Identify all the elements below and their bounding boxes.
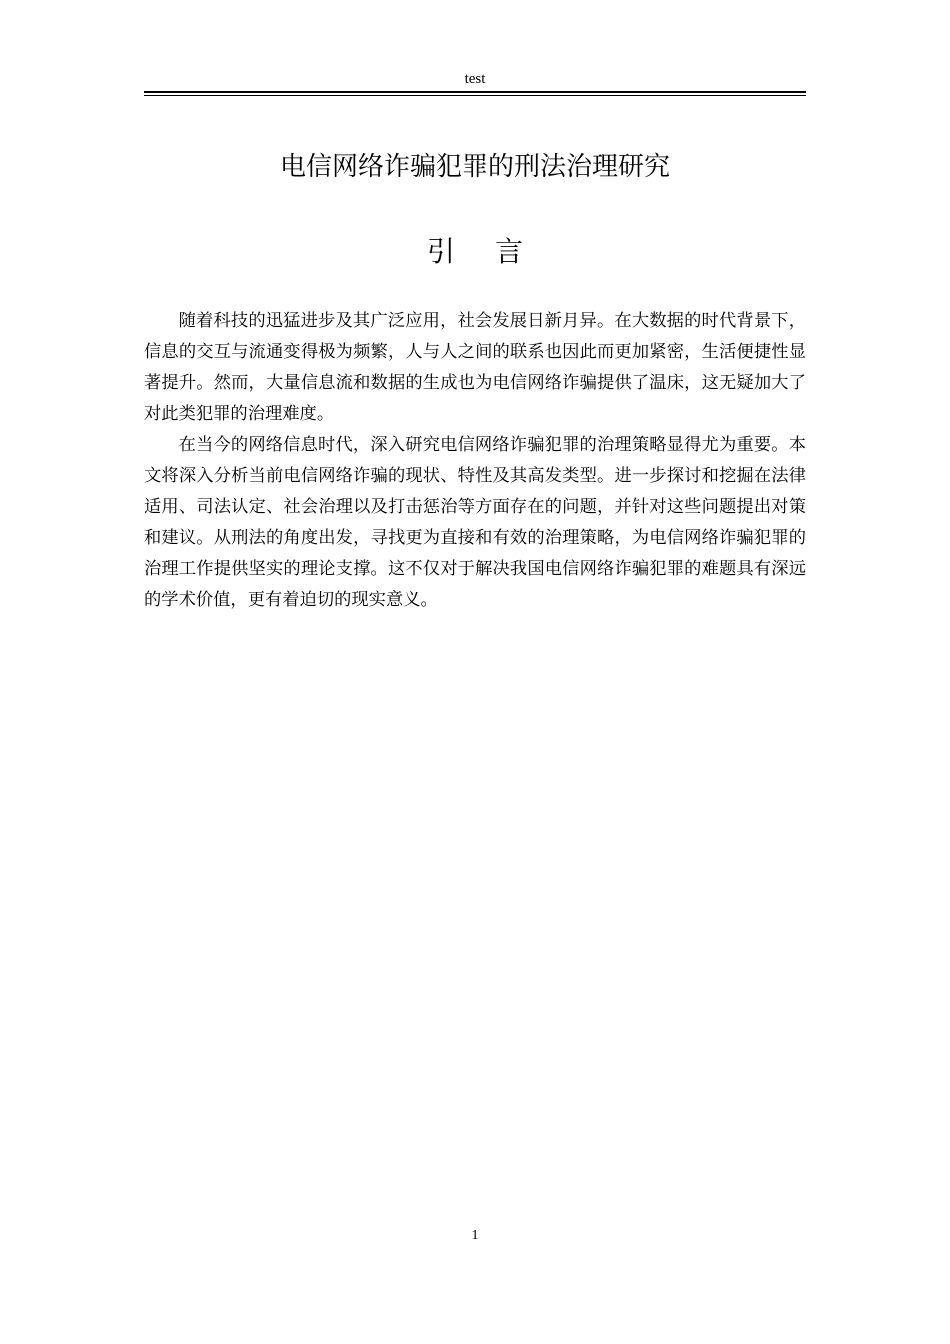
section-heading: 引言 bbox=[426, 235, 563, 268]
paragraph: 随着科技的迅猛进步及其广泛应用，社会发展日新月异。在大数据的时代背景下，信息的交互与流通变得极为频繁，人与人之间的联系也因此而更加紧密，生活便捷性显著提升。然而，大量信息流和数据的生成也为电信网络诈骗提供了温床，这无疑加大了对此类犯罪的治理难度。 bbox=[144, 311, 806, 424]
header-rule bbox=[144, 91, 806, 96]
paragraph: 在当今的网络信息时代，深入研究电信网络诈骗犯罪的治理策略显得尤为重要。本文将深入分析当前电信网络诈骗的现状、特性及其高发类型。进一步探讨和挖掘在法律适用、司法认定、社会治理以及打击惩治等方面存在的问题，并针对这些问题提出对策和建议。从刑法的角度出发，寻找更为直接和有效的治理策略，为电信网络诈骗犯罪的治理工作提供坚实的理论支撑。这不仅对于解决我国电信网络诈骗犯罪的难题具有深远的学术价值，更有着迫切的现实意义。 bbox=[144, 435, 806, 610]
body-text bbox=[144, 306, 806, 616]
running-header: test bbox=[464, 71, 486, 87]
document-title: 电信网络诈骗犯罪的刑法治理研究 bbox=[279, 152, 670, 182]
page-number: 1 bbox=[471, 1228, 479, 1243]
